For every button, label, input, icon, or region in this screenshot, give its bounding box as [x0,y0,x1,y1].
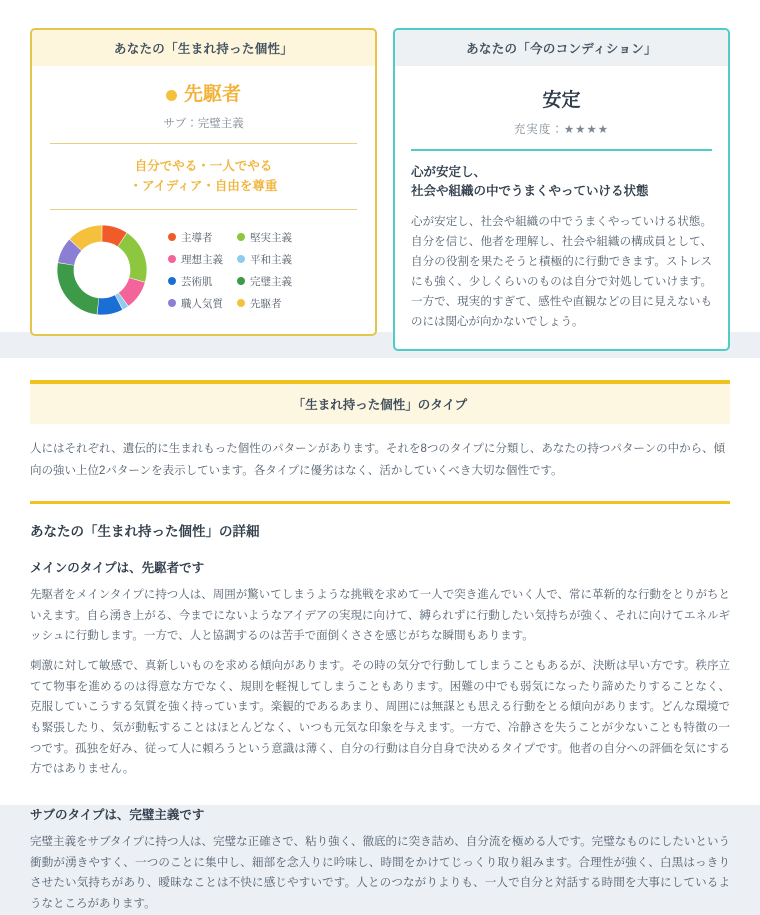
innate-card-body [32,66,375,334]
sub-type-paragraph: 完璧主義をサブタイプに持つ人は、完璧な正確さで、粘り強く、徹底的に突き詰め、自分流を極める人です。完璧なものにしたいという衝動が湧きやすく、一つのことに集中し、細部を念入りに吟味し、時間をかけてじっくり取り組みます。合理性が強く、白黒はっきりさせたい気持ちがあり、曖昧なことは不快に感じやすいです。人とのつながりよりも、一人で自分と対話する時間を大事にしているようなところがあります。 [30,836,730,911]
legend-color-dot-icon [237,299,245,307]
donut-segment [124,280,137,299]
personality-donut-chart [54,222,150,318]
personality-chart-row [48,222,359,318]
legend-item [168,230,223,245]
detail-heading: あなたの「生まれ持った個性」の詳細 [30,523,260,539]
condition-lead-line-2: 社会や組織の中でうまくやっていける状態 [410,184,649,199]
legend-item [168,296,223,311]
legend-item [168,252,223,267]
legend-color-dot-icon [168,233,176,241]
legend-color-dot-icon [168,255,176,263]
innate-type-name: 先駆者 [183,84,241,105]
section-divider [30,501,730,504]
donut-segment [119,300,123,303]
donut-segment [76,234,102,245]
legend-label: 完璧主義 [250,275,292,288]
condition-lead [411,163,712,202]
innate-subtype-label: サブ：完璧主義 [163,117,244,130]
legend-color-dot-icon [168,277,176,285]
summary-cards-row [30,28,730,351]
legend-item [237,230,292,245]
innate-personality-card [30,28,377,336]
current-condition-card [393,28,730,351]
main-type-heading: メインのタイプは、先駆者です [30,560,205,575]
condition-lead-line-1: 心が安定し、 [410,165,486,179]
condition-description: 心が安定し、社会や組織の中でうまくやっていける状態。自分を信じ、他者を理解し、社会や組織の構成員として、自分の役割を果たそうと積極的に行動できます。ストレスにも強く、少しくらいのものは自分で対処していけます。一方で、現実的すぎて、感性や直観などの目に見えないものには関心が向かないでしょう。 [410,215,712,329]
legend-label: 主導者 [181,231,213,244]
legend-item [237,274,292,289]
condition-card-body [395,66,728,349]
divider-bottom [50,209,357,210]
donut-segment [123,240,139,280]
keyword-line-1: 自分でやる・一人でやる [134,158,273,173]
detail-panel [0,358,760,911]
keyword-line-2: ・アイディア・自由を尊重 [129,179,278,194]
legend-label: 先駆者 [250,297,282,310]
sub-type-heading: サブのタイプは、完璧主義です [30,808,205,823]
personality-chart-legend [160,230,292,311]
main-type-paragraph-2: 刺激に対して敏感で、真新しいものを求める傾向があります。その時の気分で行動してしまうこともあるが、決断は早い方です。秩序立てて物事を進めるのは得意な方でなく、規則を軽視してしまうこともあります。困難の中でも弱気になったり諦めたりすることなく、克服していこうする気質を強く持っています。楽観的であるあまり、周囲には無謀とも思える行動をとる傾向があります。どんな環境でも緊張したり、気が動転することはほとんどなく、いつも元気な印象を与えます。一方で、冷静さを失うことが少ないことも特徴の一つです。孤独を好み、従って人に頼ろうという意識は薄く、自分の行動は自分自身で決めるタイプです。他者の自分への評価を気にする方ではありません。 [30,659,730,776]
section-intro-text: 人にはそれぞれ、遺伝的に生まれもった個性のパターンがあります。それを8つのタイプに分類し、あなたの持つパターンの中から、傾向の強い上位2パターンを表示しています。各タイプに優劣はなく、活かしていくべき大切な個性です。 [30,443,726,478]
section-banner-title: 「生まれ持った個性」のタイプ [30,380,730,424]
innate-type-title [48,84,359,107]
section-gap [30,789,730,805]
legend-label: 職人気質 [181,297,223,310]
condition-rating: 充実度：★★★★ [513,124,610,136]
legend-item [168,274,223,289]
legend-label: 理想主義 [181,253,223,266]
type-color-dot-icon [166,90,177,101]
donut-segment [98,303,118,307]
innate-card-header: あなたの「生まれ持った個性」 [32,30,375,66]
condition-card-header: あなたの「今のコンディション」 [395,30,728,66]
legend-label: 芸術肌 [181,275,213,288]
legend-label: 堅実主義 [250,231,292,244]
legend-item [237,252,292,267]
donut-segment [66,264,98,306]
innate-keywords [48,156,359,197]
legend-color-dot-icon [237,255,245,263]
legend-color-dot-icon [168,299,176,307]
legend-item [237,296,292,311]
condition-title: 安定 [542,90,581,111]
donut-chart-svg [54,222,150,318]
legend-color-dot-icon [237,277,245,285]
donut-segment [66,245,75,264]
divider-top [50,143,357,144]
legend-label: 平和主義 [250,253,292,266]
summary-panel [0,0,760,332]
donut-segment [102,234,122,240]
main-type-paragraph-1: 先駆者をメインタイプに持つ人は、周囲が驚いてしまうような挑戦を求めて一人で突き進んでいく人で、常に革新的な行動をとりがちといえます。自ら湧き上がる、今までにないようなアイデアの実現に向けて、縛られずに行動したい気持ちが強く、それに向けてエネルギッシュに行動します。一方で、人と協調するのは苦手で面倒くささを感じがちな瞬間もあります。 [30,588,730,643]
legend-color-dot-icon [237,233,245,241]
condition-divider [411,149,712,151]
